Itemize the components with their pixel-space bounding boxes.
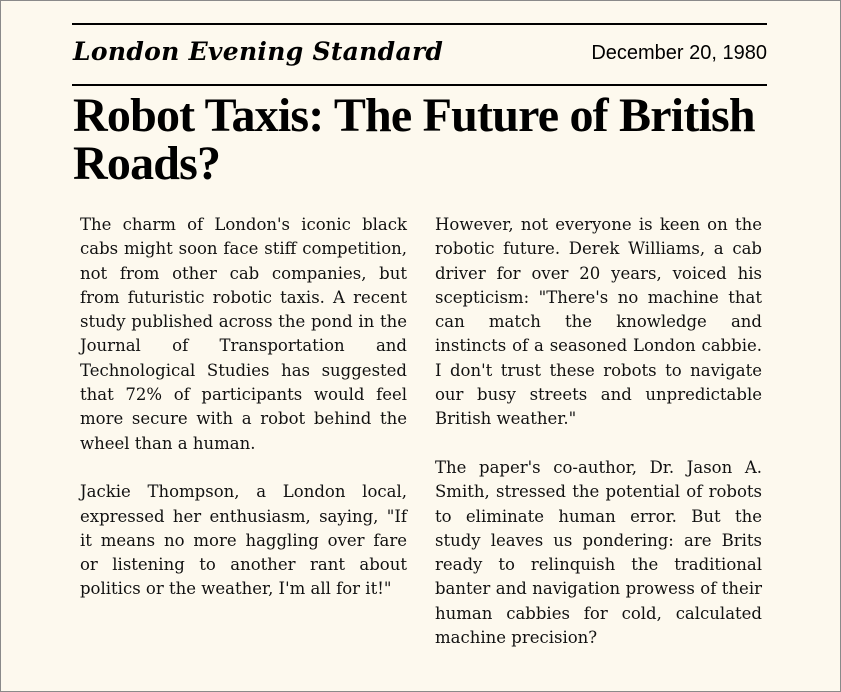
article-paragraph: However, not everyone is keen on the robotic future. Derek Williams, a cab driver for over 20 years, voiced his scepticism: "There's no machine that can match the knowledge and instincts of a seasoned London cabbie. I don't trust these robots to navigate our busy streets and unpredictable British weather." (435, 215, 762, 429)
masthead-top-rule (72, 23, 767, 25)
article-paragraph: The paper's co-author, Dr. Jason A. Smith, stressed the potential of robots to eliminate human error. But the study leaves us pondering: are Brits ready to relinquish the traditional banter and navigation prowess of their human cabbies for cold, calculated machine precision? (435, 457, 762, 648)
article-headline: Robot Taxis: The Future of British Roads? (73, 89, 755, 190)
article-paragraph: The charm of London's iconic black cabs might soon face stiff competition, not from other cab companies, but from futuristic robotic taxis. A recent study published across the pond in the Journal of Transportation and Technological Studies has suggested that 72% of participants would feel more secure with a robot behind the wheel than a human. (80, 215, 407, 453)
newspaper-masthead: London Evening Standard (73, 37, 444, 66)
article-column-right (435, 213, 762, 675)
article-column-left (80, 213, 407, 626)
article-paragraph: Jackie Thompson, a London local, expressed her enthusiasm, saying, "If it means no more haggling over fare or listening to another rant about politics or the weather, I'm all for it!" (80, 482, 407, 599)
publication-date: December 20, 1980 (591, 42, 767, 64)
masthead-bottom-rule (72, 84, 767, 86)
